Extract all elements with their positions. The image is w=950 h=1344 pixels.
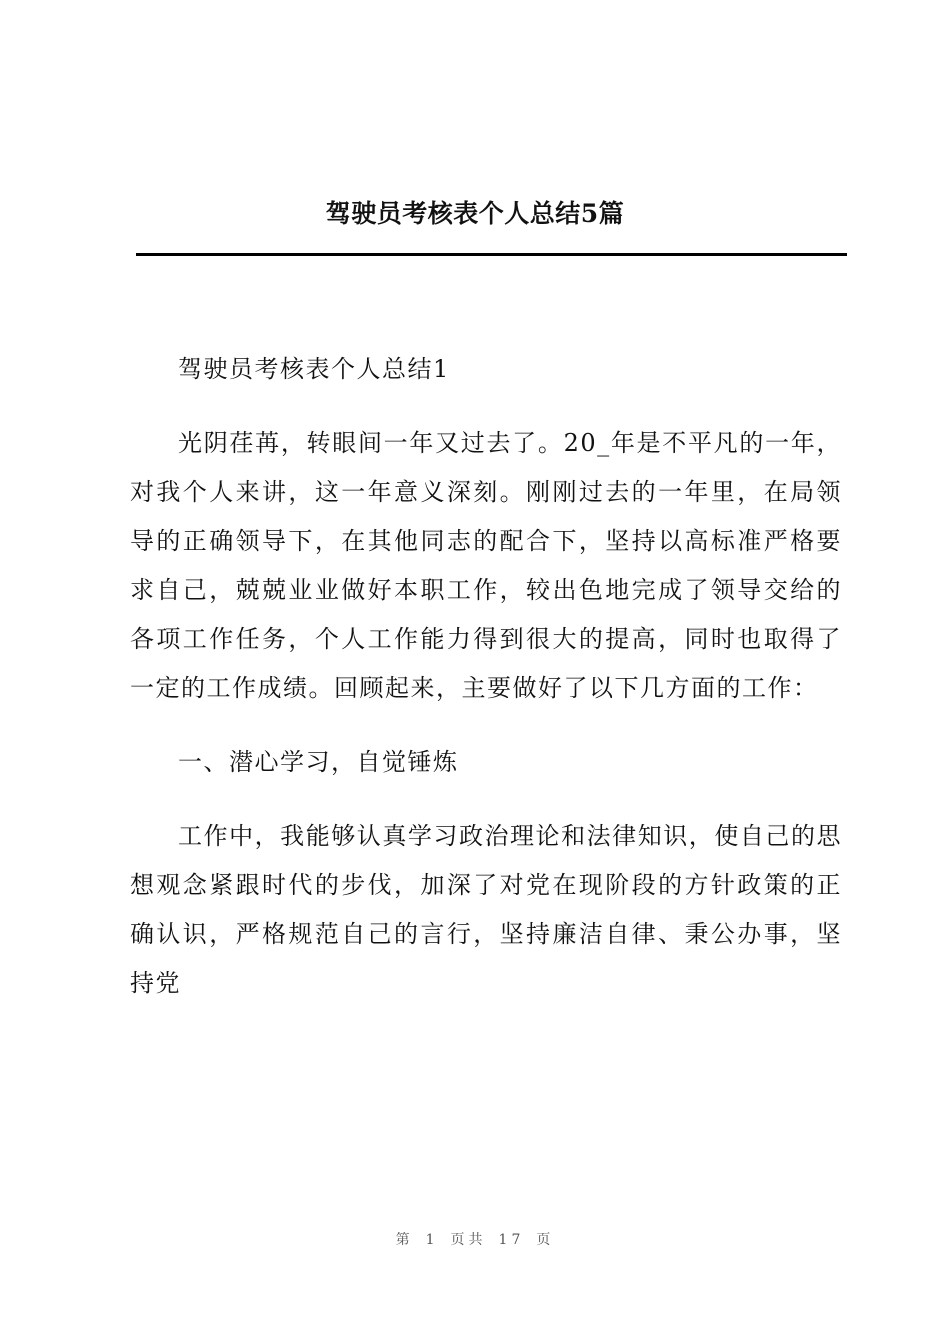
page-label-suffix: 页 <box>536 1232 555 1248</box>
total-pages: 17 <box>498 1232 525 1248</box>
subsection-heading: 一、潜心学习，自觉锤炼 <box>178 748 459 776</box>
document-title: 驾驶员考核表个人总结5篇 <box>325 199 625 228</box>
page-footer <box>0 1229 950 1249</box>
page-label-prefix: 第 <box>395 1232 414 1248</box>
body-paragraph: 工作中，我能够认真学习政治理论和法律知识，使自己的思想观念紧跟时代的步伐，加深了对党在现阶段的方针政策的正确认识，严格规范自己的言行，坚持廉洁自律、秉公办事，坚持党 <box>130 822 842 997</box>
section-heading: 驾驶员考核表个人总结1 <box>178 355 450 383</box>
body-paragraph: 光阴荏苒，转眼间一年又过去了。20_年是不平凡的一年，对我个人来讲，这一年意义深刻。刚刚过去的一年里，在局领导的正确领导下，在其他同志的配合下，坚持以高标准严格要求自己，兢兢业业做好本职工作，较出色地完成了领导交给的各项工作任务，个人工作能力得到很大的提高，同时也取得了一定的工作成绩。回顾起来，主要做好了以下几方面的工作： <box>130 429 842 702</box>
title-divider <box>136 253 847 256</box>
page-number: 1 <box>425 1232 439 1248</box>
document-body <box>130 345 842 1033</box>
page-label-middle: 页共 <box>450 1232 487 1248</box>
